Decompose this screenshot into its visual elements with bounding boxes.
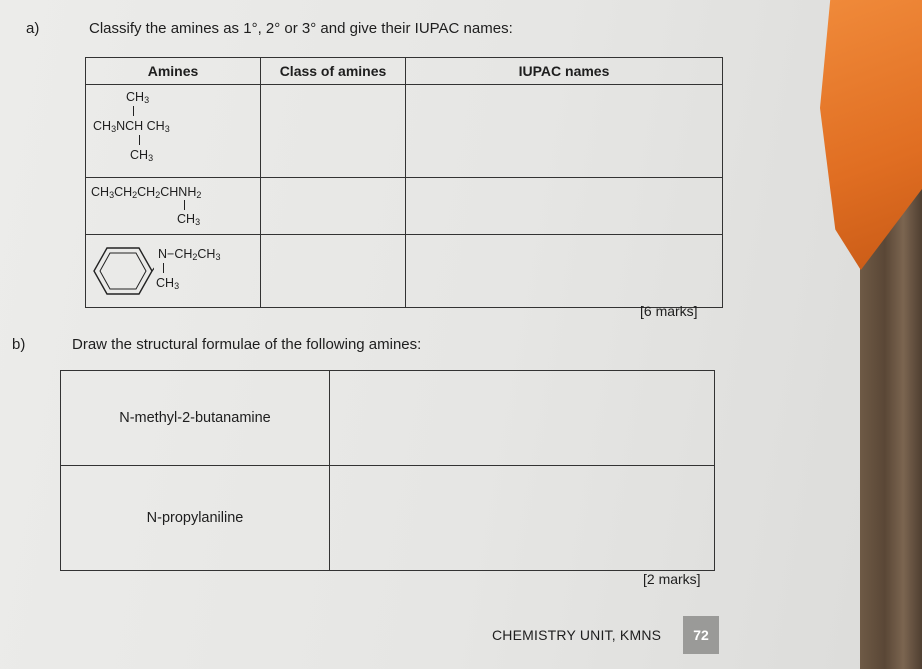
part-a-question: Classify the amines as 1°, 2° or 3° and give their IUPAC names: <box>89 20 513 37</box>
part-a-marks: [6 marks] <box>640 303 698 319</box>
part-a-letter: a) <box>26 20 40 37</box>
header-iupac: IUPAC names <box>406 58 723 85</box>
part-b-letter: b) <box>12 336 26 353</box>
amine-2-drawing-cell[interactable] <box>330 466 715 571</box>
amine-2-class-cell[interactable] <box>261 178 406 235</box>
part-b-marks: [2 marks] <box>643 571 701 587</box>
amine-1-iupac-cell[interactable] <box>406 85 723 178</box>
amine-1-class-cell[interactable] <box>261 85 406 178</box>
amine-1-drawing-cell[interactable] <box>330 371 715 466</box>
amine-3-class-cell[interactable] <box>261 235 406 308</box>
amine-3-iupac-cell[interactable] <box>406 235 723 308</box>
amine-3-structure: $N-CH_2CH_3$ $CH_3$ <box>86 235 261 308</box>
benzene-ring-icon <box>92 245 154 297</box>
amine-1-structure: $CH_3$ $CH_3NCH$ $CH_3$ $CH_3$ <box>86 85 261 178</box>
amine-name-2: N-propylaniline <box>61 466 330 571</box>
amine-name-1: N-methyl-2-butanamine <box>61 371 330 466</box>
header-class: Class of amines <box>261 58 406 85</box>
amines-table <box>85 57 723 308</box>
structures-table <box>60 370 715 571</box>
part-b-question: Draw the structural formulae of the following amines: <box>72 336 422 353</box>
amine-2-structure: $CH_3CH_2CH_2CHNH_2$ $CH_3$ <box>86 178 261 235</box>
header-amines: Amines <box>86 58 261 85</box>
footer-unit: CHEMISTRY UNIT, KMNS <box>492 627 662 643</box>
page-number: 72 <box>683 616 719 654</box>
amine-2-iupac-cell[interactable] <box>406 178 723 235</box>
